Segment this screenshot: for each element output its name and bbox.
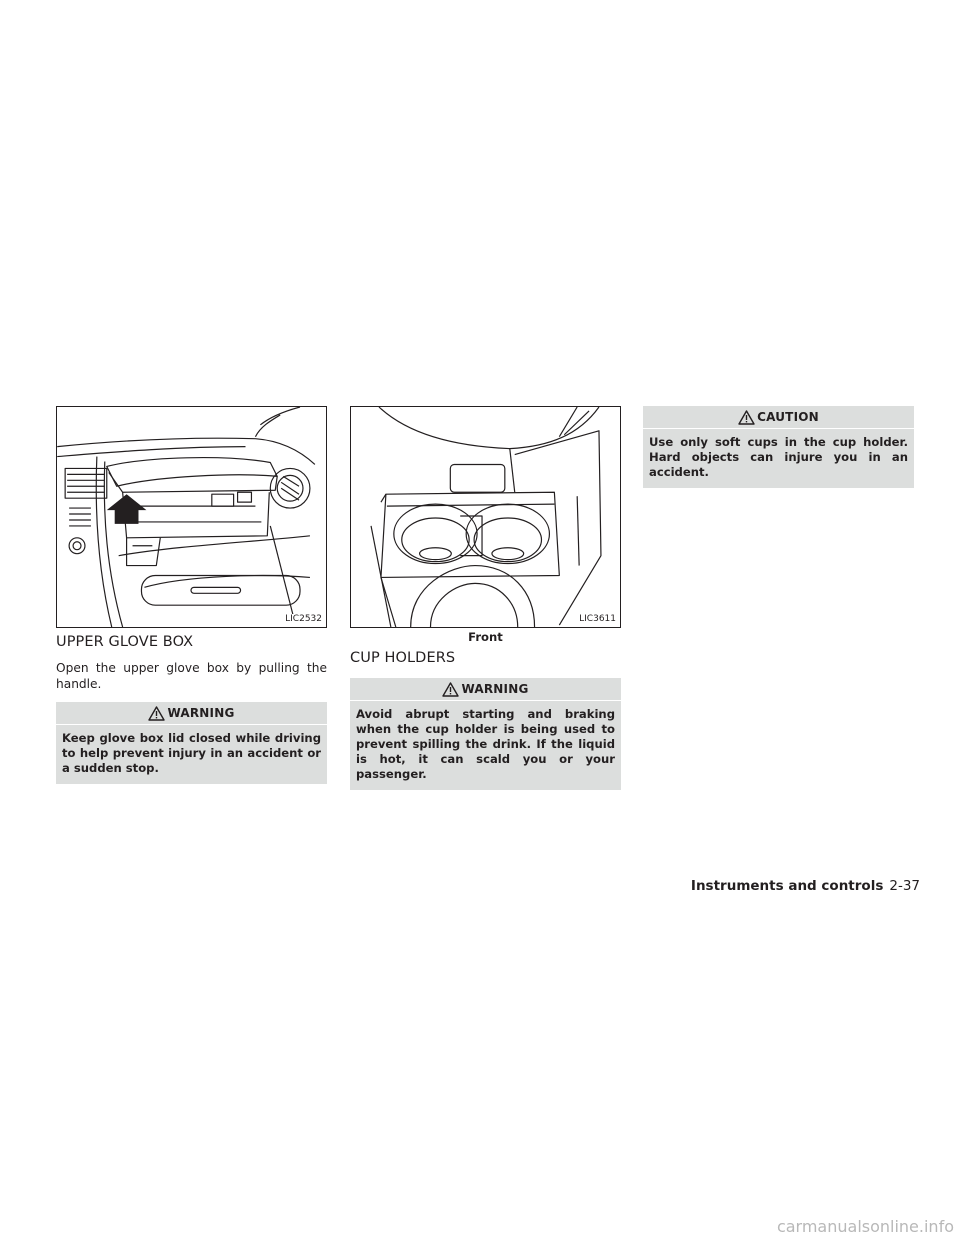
caution-text: Use only soft cups in the cup holder. Hard objects can injure you in an accident.: [649, 435, 908, 479]
section-heading-upper-glove-box: UPPER GLOVE BOX: [56, 634, 194, 650]
warning-box-glove-box: [56, 702, 327, 784]
glove-box-illustration: [56, 406, 327, 628]
section-heading-cup-holders: CUP HOLDERS: [350, 650, 456, 666]
cup-holder-drawing: [351, 407, 620, 627]
warning-text: Avoid abrupt starting and braking when the cup holder is being used to prevent spilling the drink. If the liquid is hot, it can scald you or your passenger.: [356, 707, 615, 781]
figure-id: LIC2532: [285, 614, 322, 624]
up-arrow-icon: [107, 494, 147, 524]
warning-triangle-icon: [148, 706, 165, 721]
footer-section-title: Instruments and controls: [690, 878, 884, 894]
paragraph-glove-box-instructions: Open the upper glove box by pulling the handle.: [56, 661, 327, 691]
warning-title: WARNING: [461, 682, 529, 696]
page-number: 2-37: [889, 878, 920, 894]
warning-triangle-icon: [442, 682, 459, 697]
warning-text: Keep glove box lid closed while driving to help prevent injury in an accident or a sudden stop.: [62, 731, 321, 775]
caution-box-cup-holders: [643, 406, 914, 488]
figure-id: LIC3611: [579, 614, 616, 624]
warning-header: [56, 702, 327, 725]
caution-header: [643, 406, 914, 429]
figure-caption-front: Front: [468, 630, 503, 644]
glove-box-drawing: [57, 407, 326, 627]
warning-title: WARNING: [167, 706, 235, 720]
warning-triangle-icon: [738, 410, 755, 425]
watermark: carmanualsonline.info: [776, 1217, 954, 1236]
warning-box-cup-holders: [350, 678, 621, 790]
cup-holder-illustration: [350, 406, 621, 628]
page-footer: [691, 878, 920, 894]
caution-title: CAUTION: [757, 410, 819, 424]
warning-header: [350, 678, 621, 701]
